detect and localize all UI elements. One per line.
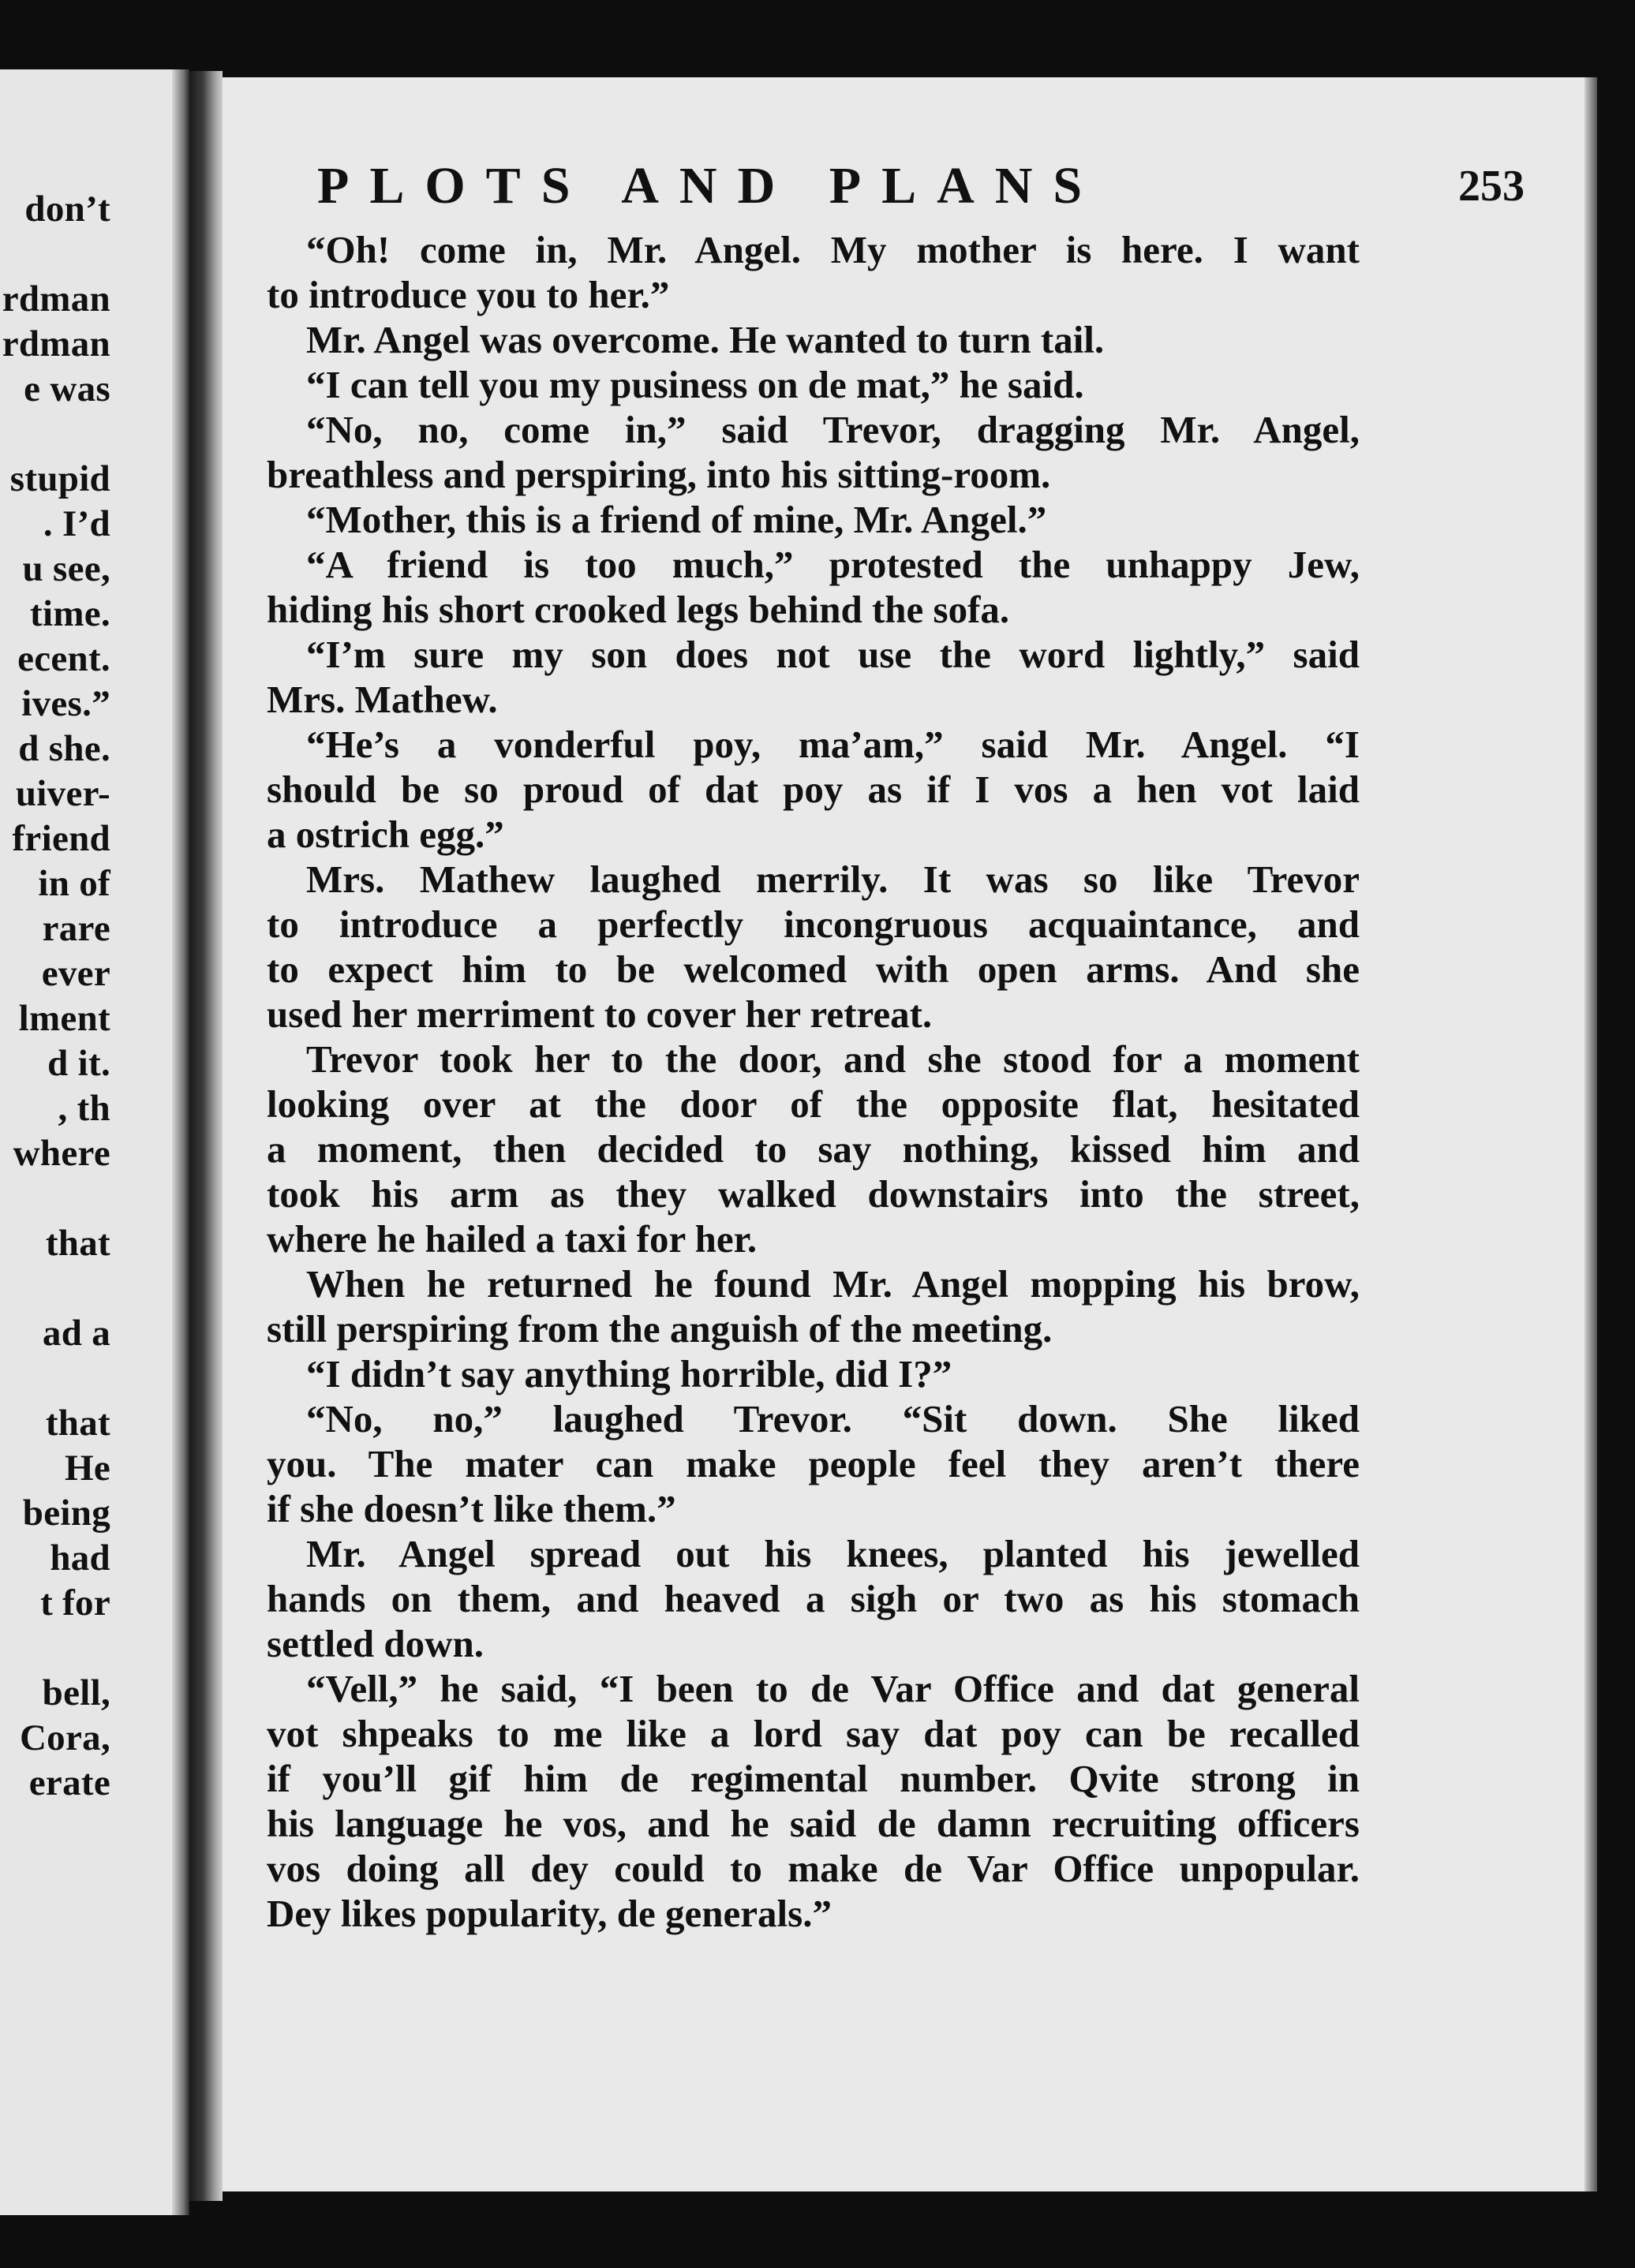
- previous-page-line: ives.”: [21, 683, 110, 724]
- previous-page-fragment: [0, 69, 189, 2215]
- text-line: looking over at the door of the opposite flat, hesitated: [267, 1082, 1360, 1126]
- previous-page-line: time.: [30, 593, 110, 634]
- text-line: breathless and perspiring, into his sitting-room.: [267, 453, 1051, 496]
- previous-page-line: rdman: [2, 323, 110, 364]
- text-line: “He’s a vonderful poy, ma’am,” said Mr. Angel. “I: [306, 723, 1360, 766]
- text-line: to introduce you to her.”: [267, 273, 670, 316]
- previous-page-line: ad a: [42, 1313, 110, 1354]
- previous-page-line: being: [22, 1493, 110, 1534]
- text-line: “No, no, come in,” said Trevor, dragging Mr. Angel,: [306, 408, 1360, 451]
- previous-page-line: friend: [12, 818, 110, 859]
- previous-page-line: bell,: [42, 1672, 110, 1713]
- previous-page-line: lment: [18, 998, 110, 1039]
- text-line: if she doesn’t like them.”: [267, 1487, 676, 1530]
- text-line: still perspiring from the anguish of the meeting.: [267, 1307, 1053, 1351]
- text-line: Mrs. Mathew laughed merrily. It was so like Trevor: [306, 858, 1360, 901]
- text-line: to introduce a perfectly incongruous acquaintance, and: [267, 902, 1360, 946]
- page-fold-shadow: [172, 69, 189, 2215]
- previous-page-line: that: [45, 1223, 110, 1264]
- text-line: used her merriment to cover her retreat.: [267, 992, 933, 1036]
- previous-page-line: stupid: [9, 458, 110, 499]
- previous-page-line: , th: [58, 1088, 110, 1129]
- previous-page-line: that: [45, 1403, 110, 1444]
- previous-page-line: ever: [41, 953, 110, 994]
- previous-page-line: Cora,: [19, 1717, 110, 1758]
- text-line: settled down.: [267, 1622, 484, 1665]
- text-line: to expect him to be welcomed with open arms. And she: [267, 947, 1360, 991]
- text-line: When he returned he found Mr. Angel mopping his brow,: [306, 1262, 1360, 1306]
- text-line: his language he vos, and he said de damn recruiting officers: [267, 1802, 1360, 1845]
- previous-page-line: had: [50, 1538, 110, 1579]
- previous-page-line: ecent.: [17, 638, 110, 679]
- previous-page-line: rare: [42, 908, 110, 949]
- previous-page-line: in of: [38, 863, 110, 904]
- text-line: “A friend is too much,” protested the unhappy Jew,: [306, 543, 1360, 586]
- previous-page-line: rdman: [2, 278, 110, 319]
- text-line: hiding his short crooked legs behind the sofa.: [267, 588, 1010, 631]
- text-line: a moment, then decided to say nothing, kissed him and: [267, 1127, 1360, 1171]
- text-line: “Mother, this is a friend of mine, Mr. Angel.”: [306, 498, 1047, 541]
- text-line: “I didn’t say anything horrible, did I?”: [306, 1352, 952, 1396]
- running-head: PLOTS AND PLANS: [317, 157, 1103, 215]
- previous-page-line: t for: [40, 1582, 110, 1623]
- text-line: Dey likes popularity, de generals.”: [267, 1892, 832, 1935]
- text-line: Mr. Angel was overcome. He wanted to turn tail.: [306, 318, 1105, 361]
- text-line: hands on them, and heaved a sigh or two as his stomach: [267, 1577, 1360, 1620]
- text-line: Mrs. Mathew.: [267, 678, 498, 721]
- text-line: “No, no,” laughed Trevor. “Sit down. She liked: [306, 1397, 1360, 1440]
- text-line: “I can tell you my pusiness on de mat,” he said.: [306, 363, 1084, 406]
- previous-page-line: u see,: [22, 548, 110, 589]
- page-edge-shadow: [1584, 77, 1597, 2191]
- book-gutter: [189, 71, 223, 2201]
- text-line: vos doing all dey could to make de Var Office unpopular.: [267, 1847, 1360, 1890]
- text-line: where he hailed a taxi for her.: [267, 1217, 758, 1261]
- previous-page-line: uiver-: [15, 773, 110, 814]
- text-line: vot shpeaks to me like a lord say dat poy can be recalled: [267, 1712, 1360, 1755]
- text-line: you. The mater can make people feel they aren’t there: [267, 1442, 1360, 1485]
- previous-page-line: He: [64, 1448, 110, 1489]
- text-line: should be so proud of dat poy as if I vos a hen vot laid: [267, 768, 1360, 811]
- text-line: “Vell,” he said, “I been to de Var Office and dat general: [306, 1667, 1360, 1710]
- book-page: [223, 77, 1597, 2191]
- previous-page-line: erate: [28, 1762, 110, 1803]
- previous-page-line: d it.: [47, 1043, 110, 1084]
- text-line: “I’m sure my son does not use the word lightly,” said: [306, 633, 1360, 676]
- text-line: “Oh! come in, Mr. Angel. My mother is here. I want: [306, 228, 1360, 271]
- page-body-text: [267, 227, 1360, 1936]
- text-line: took his arm as they walked downstairs into the street,: [267, 1172, 1360, 1216]
- page-header: [317, 156, 1525, 219]
- text-line: if you’ll gif him de regimental number. Qvite strong in: [267, 1757, 1360, 1800]
- text-line: Mr. Angel spread out his knees, planted his jewelled: [306, 1532, 1360, 1575]
- previous-page-line: don’t: [24, 189, 110, 230]
- text-line: a ostrich egg.”: [267, 813, 504, 856]
- text-line: Trevor took her to the door, and she stood for a moment: [306, 1037, 1360, 1081]
- previous-page-line: d she.: [18, 728, 110, 769]
- page-number: 253: [1458, 162, 1525, 211]
- previous-page-line: e was: [24, 368, 110, 409]
- previous-page-line: where: [13, 1133, 110, 1174]
- previous-page-line: . I’d: [43, 503, 110, 544]
